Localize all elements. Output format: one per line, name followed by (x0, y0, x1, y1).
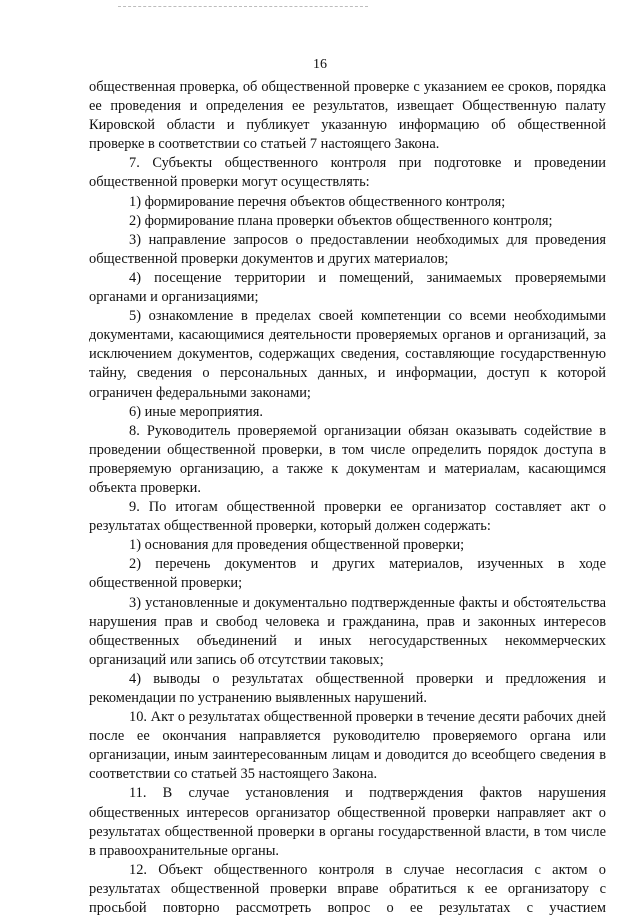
paragraph-item-12: 12. Объект общественного контроля в случае несогласия с актом о результатах общественной проверки вправе обратиться к ее организатору с просьбой повторно рассмотреть вопрос о ее результатах с участием (89, 861, 606, 917)
list-item-7-4: 4) посещение территории и помещений, занимаемых проверяемыми органами и организациями; (89, 269, 606, 306)
list-item-7-1: 1) формирование перечня объектов общественного контроля; (129, 193, 506, 210)
paragraph-continuation: общественная проверка, об общественной проверке с указанием ее сроков, порядка ее проведения и определения ее результатов, извещает Общественную палату Кировской области и публикует указанную информацию об общественной проверке в соответствии со статьей 7 настоящего Закона. (89, 79, 606, 153)
paragraph-item-7: 7. Субъекты общественного контроля при подготовке и проведении общественной проверки могут осуществлять: (89, 155, 606, 191)
list-item-9-4: 4) выводы о результатах общественной проверки и предложения и рекомендации по устранению выявленных нарушений. (89, 670, 606, 706)
paragraph-item-9: 9. По итогам общественной проверки ее организатор составляет акт о результатах общественной проверки, который должен содержать: (89, 499, 606, 535)
paragraph-item-11: 11. В случае установления и подтверждения фактов нарушения общественных интересов организатор общественной проверки направляет акт о результатах общественной проверки в органы государственной власти, в том числе в правоохранительные органы. (89, 785, 606, 859)
list-item-7-6: 6) иные мероприятия. (129, 403, 263, 420)
list-item-7-3: 3) направление запросов о предоставлении необходимых для проведения общественной проверки документов и других материалов; (89, 231, 606, 267)
paragraph-item-8: 8. Руководитель проверяемой организации обязан оказывать содействие в проведении общественной проверки, в том числе определить порядок доступа в проверяемую организацию, а также к документам и материалам, касающимся объекта проверки. (89, 422, 606, 496)
scan-edge-line (118, 6, 368, 7)
list-item-7-5: 5) ознакомление в пределах своей компетенции со всеми необходимыми документами, касающимися деятельности проверяемых органов и организаций, за исключением документов, содержащих сведения, составляющие государственную тайну, сведения о персональных данных, и информации, доступ к которой ограничен федеральными законами; (89, 308, 606, 401)
document-body (89, 78, 606, 918)
list-item-9-2: 2) перечень документов и других материалов, изученных в ходе общественной проверки; (89, 556, 606, 592)
paragraph-item-10: 10. Акт о результатах общественной проверки в течение десяти рабочих дней после ее окончания направляется руководителю проверяемого органа или организации, иным заинтересованным лицам и доводится до всеобщего сведения в соответствии со статьей 35 настоящего Закона. (89, 709, 606, 783)
list-item-9-1: 1) основания для проведения общественной проверки; (129, 537, 465, 554)
list-item-7-2: 2) формирование плана проверки объектов общественного контроля; (129, 212, 553, 229)
page-number: 16 (313, 57, 327, 72)
list-item-9-3: 3) установленные и документально подтвержденные факты и обстоятельства нарушения прав и свобод человека и гражданина, прав и законных интересов общественных объединений и иных негосударственных некоммерческих организаций или запись об отсутствии таковых; (89, 594, 606, 668)
